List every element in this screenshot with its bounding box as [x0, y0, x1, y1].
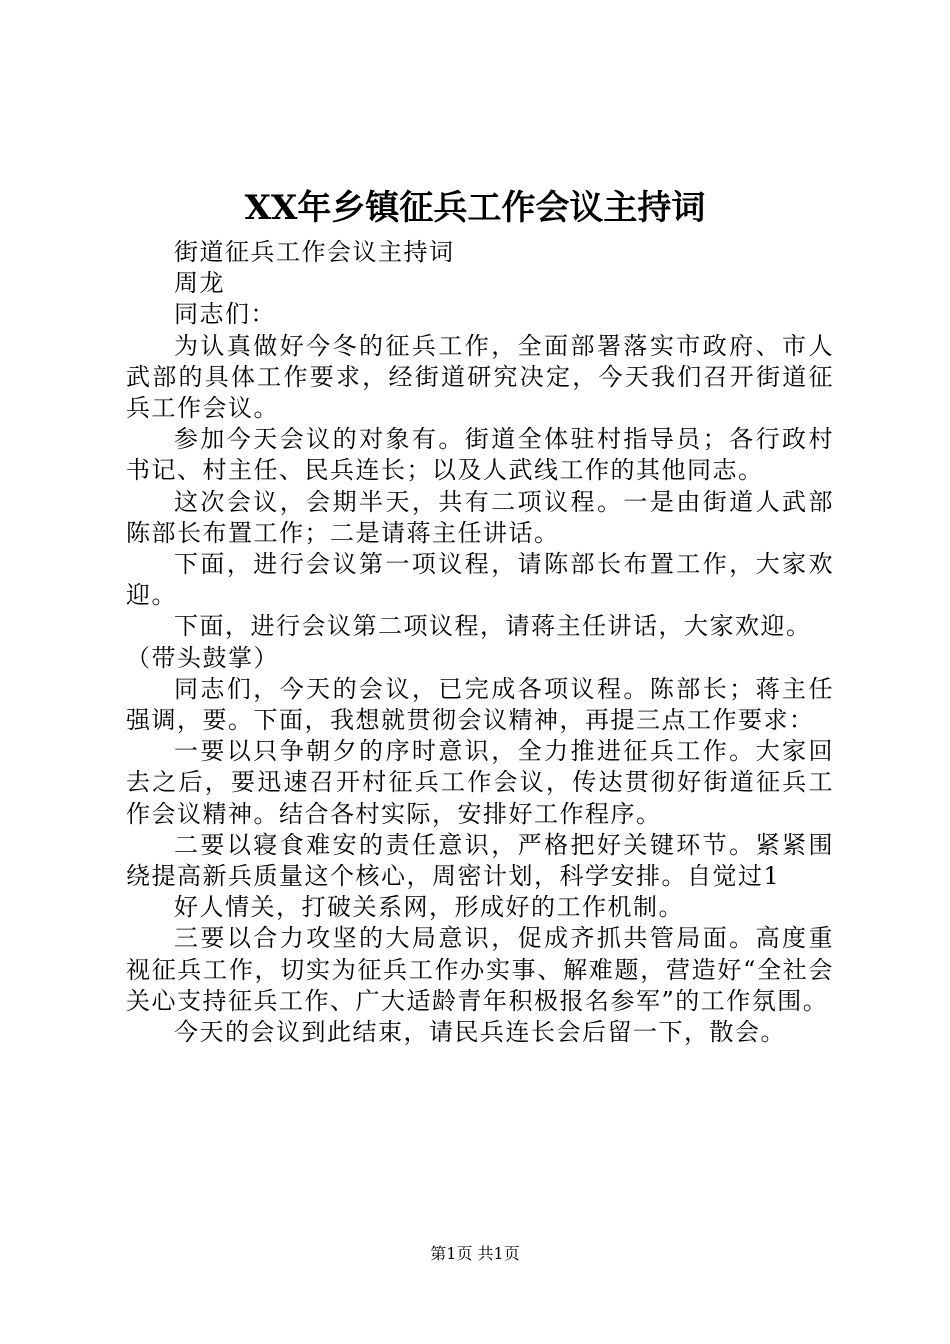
body-paragraph: 三要以合力攻坚的大局意识，促成齐抓共管局面。高度重视征兵工作，切实为征兵工作办实事、解难题，营造好“全社会关心支持征兵工作、广大适龄青年积极报名参军”的工作氛围。: [126, 924, 834, 1015]
body-paragraph: 这次会议，会期半天，共有二项议程。一是由街道人武部陈部长布置工作；二是请蒋主任讲话。: [126, 487, 834, 547]
body-paragraph: 一要以只争朝夕的序时意识，全力推进征兵工作。大家回去之后，要迅速召开村征兵工作会议，传达贯彻好街道征兵工作会议精神。结合各村实际，安排好工作程序。: [126, 737, 834, 828]
document-body: [126, 237, 834, 1048]
body-paragraph: 下面，进行会议第二项议程，请蒋主任讲话，大家欢迎。: [174, 612, 812, 641]
body-paragraph: 好人情关，打破关系网，形成好的工作机制。: [174, 893, 684, 922]
stage-direction: （带头鼓掌）: [126, 643, 279, 672]
author-paragraph: 周龙: [174, 269, 225, 298]
salutation-paragraph: 同志们：: [174, 300, 276, 329]
body-paragraph: 参加今天会议的对象有。街道全体驻村指导员；各行政村书记、村主任、民兵连长；以及人武线工作的其他同志。: [126, 425, 834, 485]
page-footer: 第1页 共1页: [430, 1244, 520, 1263]
body-paragraph: 二要以寝食难安的责任意识，严格把好关键环节。紧紧围绕提高新兵质量这个核心，周密计划，科学安排。自觉过1: [126, 830, 834, 891]
body-paragraph: 为认真做好今冬的征兵工作，全面部署落实市政府、市人武部的具体工作要求，经街道研究决定，今天我们召开街道征兵工作会议。: [126, 331, 834, 423]
subtitle-paragraph: 街道征兵工作会议主持词: [174, 238, 455, 266]
document-title: XX年乡镇征兵工作会议主持词: [244, 188, 706, 228]
closing-paragraph: 今天的会议到此结束，请民兵连长会后留一下，散会。: [174, 1018, 786, 1047]
body-paragraph: 同志们，今天的会议，已完成各项议程。陈部长；蒋主任强调，要。下面，我想就贯彻会议精神，再提三点工作要求：: [126, 674, 834, 735]
body-paragraph: 下面，进行会议第一项议程，请陈部长布置工作，大家欢迎。: [126, 550, 834, 610]
